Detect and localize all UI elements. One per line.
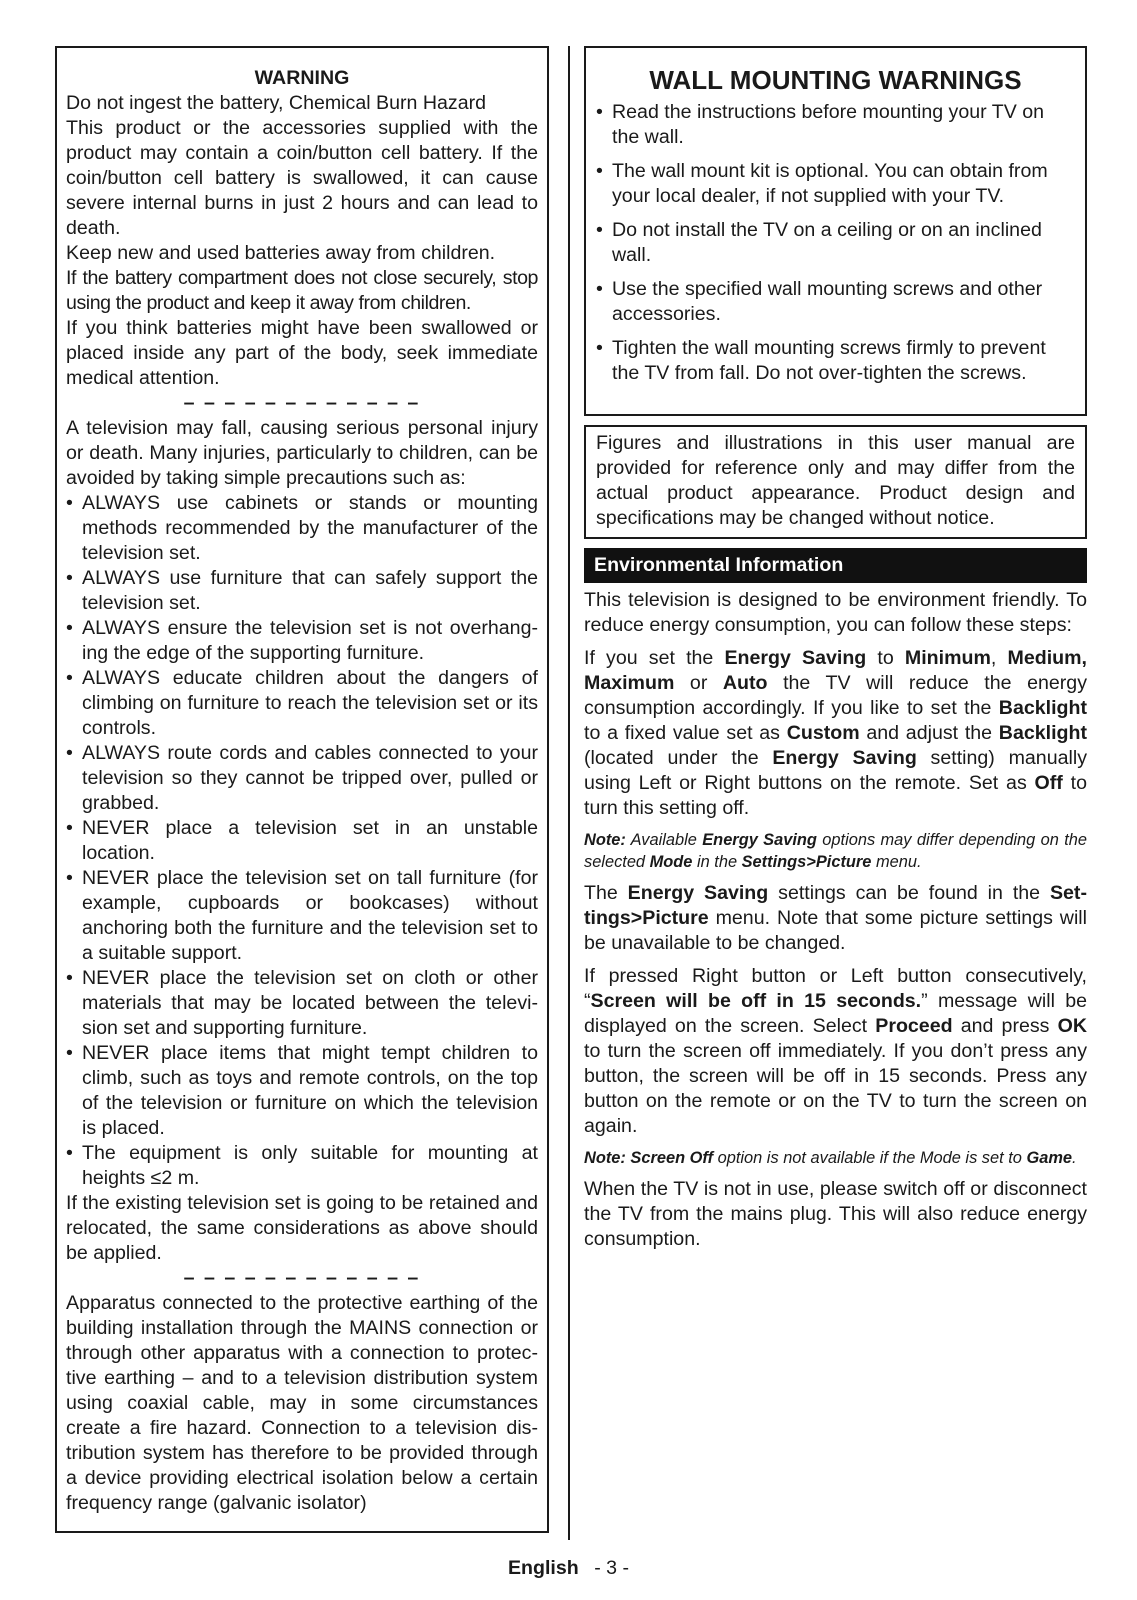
- earthing-paragraph: Apparatus connected to the protective earthing of the building installation through the MAINS connection or through other apparatus with a connection to protec-tive earthing – and to a television distribution system using coaxial cable, may in some circumstances create a fire hazard. Connection to a television dis-tribution system has therefore to be provided through a device providing electrical isolation below a certain frequency range (galvanic isolator): [66, 1292, 538, 1514]
- energy-saving-paragraph: If you set the Energy Saving to Minimum, Medium, Maximum or Auto the TV will reduce the energy consumption accordingly. If you like to set the Backlight to a fixed value set as Custom and adjust the Backlight (located under the Energy Saving setting) manually using Left or Right buttons on the remote. Set as Off to turn this setting off.: [584, 647, 1088, 819]
- figures-note-box: [584, 425, 1087, 539]
- settings-location-paragraph: The Energy Saving settings can be found in the Set-tings>Picture menu. Note that some picture settings will be unavailable to be changed.: [584, 882, 1087, 954]
- list-item: • ALWAYS educate children about the dangers of climbing on furniture to reach the television set or its controls.: [66, 666, 538, 741]
- list-item: • NEVER place a television set in an unstable location.: [66, 816, 538, 866]
- screen-off-paragraph: If pressed Right button or Left button consecutively, “Screen will be off in 15 seconds.” message will be displayed on the screen. Select Proceed and press OK to turn the screen off immediately. If you don’t press any button, the screen will be off in 15 seconds. Press any button on the remote or on the TV to turn the screen on again.: [584, 965, 1088, 1137]
- page-number: - 3 -: [594, 1557, 630, 1579]
- list-item: • The wall mount kit is optional. You can obtain from your local dealer, if not supplied with your TV.: [596, 159, 1075, 209]
- battery-paragraph: If the battery compartment does not close securely, stop using the product and keep it away from children.: [66, 267, 538, 314]
- list-item: • Read the instructions before mounting your TV on the wall.: [596, 100, 1075, 150]
- list-item: • ALWAYS use furniture that can safely support the television set.: [66, 566, 538, 616]
- column-divider: [568, 46, 570, 1540]
- page-footer: [0, 1556, 1137, 1581]
- battery-paragraph: Do not ingest the battery, Chemical Burn Hazard: [66, 92, 487, 114]
- list-item: • NEVER place the television set on cloth or other materials that may be located between the televi-sion set and supporting furniture.: [66, 966, 538, 1041]
- environmental-section: [584, 588, 1087, 1260]
- warning-title: WARNING: [254, 67, 350, 89]
- wall-mounting-box: [584, 46, 1087, 416]
- screen-off-note: Note: Screen Off option is not available if the Mode is set to Game.: [584, 1149, 1077, 1167]
- environmental-heading: Environmental Information: [584, 548, 1087, 583]
- wall-mounting-title: WALL MOUNTING WARNINGS: [649, 65, 1022, 95]
- list-item: • Use the specified wall mounting screws and other accessories.: [596, 277, 1075, 327]
- switch-off-paragraph: When the TV is not in use, please switch off or disconnect the TV from the mains plug. This will also reduce energy consumption.: [584, 1178, 1087, 1250]
- footer-language: English: [507, 1557, 579, 1579]
- list-item: • Do not install the TV on a ceiling or on an inclined wall.: [596, 218, 1075, 268]
- safety-warning-box: [55, 46, 549, 1533]
- list-item: • ALWAYS route cords and cables connected to your television so they cannot be tripped over, pulled or grabbed.: [66, 741, 538, 816]
- list-item: • The equipment is only suitable for mounting at heights ≤2 m.: [66, 1141, 538, 1191]
- list-item: • NEVER place items that might tempt children to climb, such as toys and remote controls, on the top of the television or furniture on which the television is placed.: [66, 1041, 538, 1141]
- relocate-paragraph: If the existing television set is going to be retained and relocated, the same considerations as above should be applied.: [66, 1192, 538, 1264]
- battery-paragraph: Keep new and used batteries away from children.: [66, 242, 496, 264]
- list-item: • ALWAYS use cabinets or stands or mounting methods recommended by the manufacturer of the television set.: [66, 491, 538, 566]
- separator: – – – – – – – – – – – –: [183, 392, 421, 414]
- fall-intro: A television may fall, causing serious personal injury or death. Many injuries, particularly to children, can be avoided by taking simple precautions such as:: [66, 417, 538, 489]
- list-item: • NEVER place the television set on tall furniture (for example, cupboards or bookcases) without anchoring both the furniture and the television set to a suitable support.: [66, 866, 538, 966]
- battery-paragraph: This product or the accessories supplied with the product may contain a coin/button cell battery. If the coin/button cell battery is swallowed, it can cause severe internal burns in just 2 hours and can lead to death.: [66, 117, 538, 239]
- list-item: • Tighten the wall mounting screws firmly to prevent the TV from fall. Do not over-tighten the screws.: [596, 336, 1075, 386]
- figures-note: Figures and illustrations in this user manual are provided for reference only and may differ from the actual product appearance. Product design and specifications may be changed without notice.: [596, 432, 1075, 529]
- wall-mounting-list: [596, 100, 1075, 386]
- energy-saving-note: Note: Available Energy Saving options may differ depending on the selected Mode in the Settings>Picture menu.: [584, 831, 1087, 871]
- env-intro: This television is designed to be environment friendly. To reduce energy consumption, you can follow these steps:: [584, 589, 1087, 636]
- battery-paragraph: If you think batteries might have been swallowed or placed inside any part of the body, seek immediate medical attention.: [66, 317, 538, 389]
- list-item: • ALWAYS ensure the television set is not overhang-ing the edge of the supporting furniture.: [66, 616, 538, 666]
- separator: – – – – – – – – – – – –: [183, 1267, 421, 1289]
- fall-precautions-list: [66, 491, 538, 1191]
